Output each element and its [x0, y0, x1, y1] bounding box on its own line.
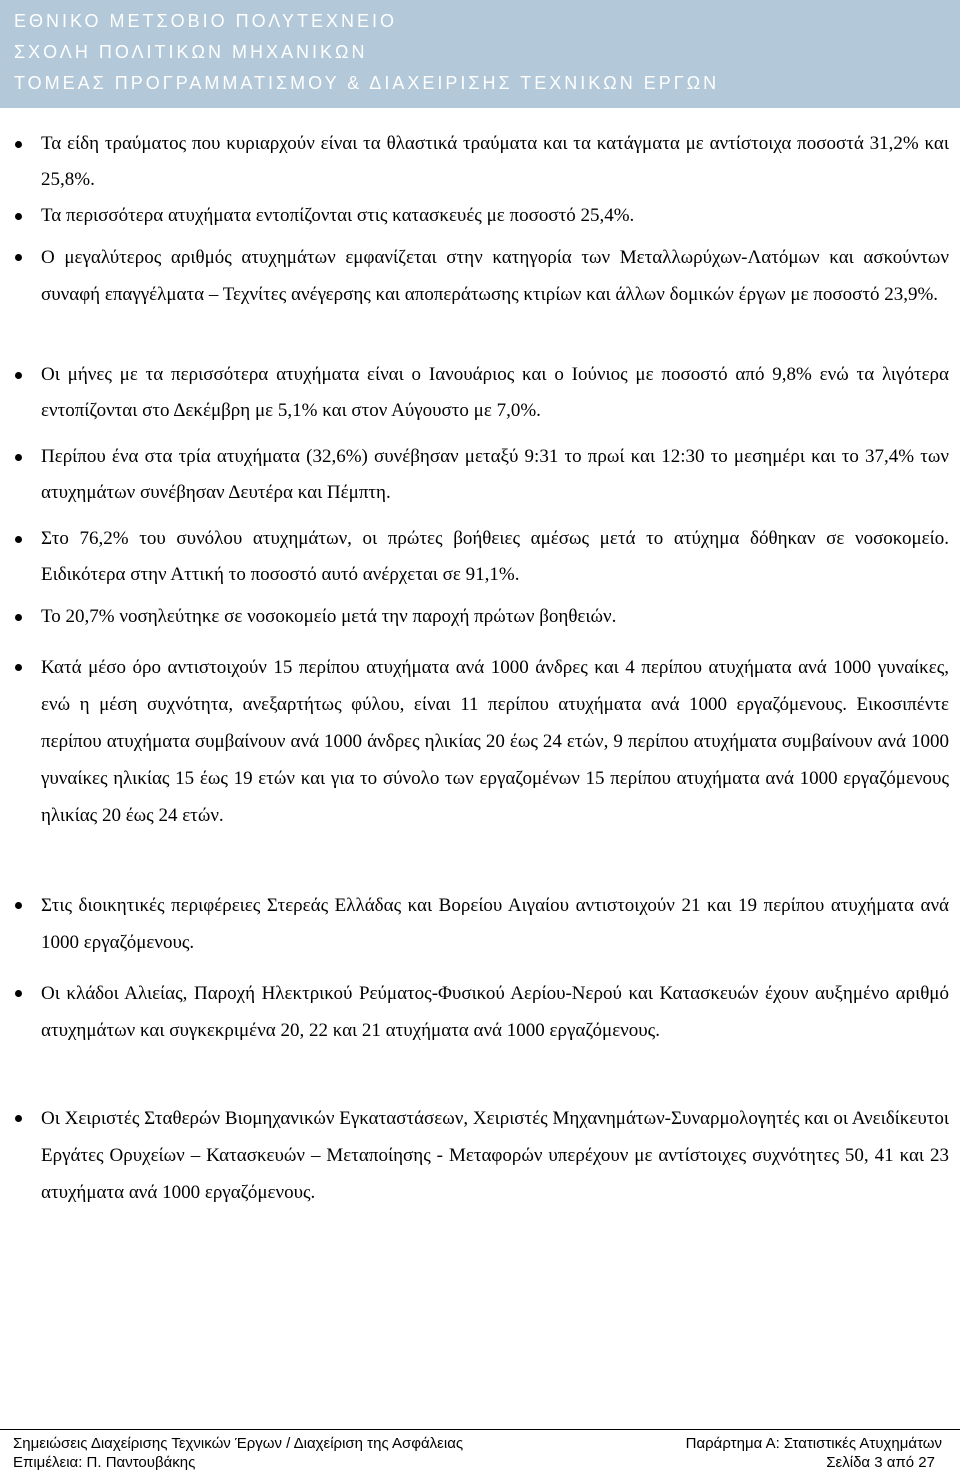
- list-item-text: Τα περισσότερα ατυχήματα εντοπίζονται στις κατασκευές με ποσοστό 25,4%.: [41, 205, 635, 226]
- bullet-icon: [15, 254, 22, 261]
- page-footer: [0, 1429, 960, 1475]
- bullet-icon: [15, 454, 22, 461]
- bullet-icon: [15, 372, 22, 379]
- header-department: ΤΟΜΕΑΣ ΠΡΟΓΡΑΜΜΑΤΙΣΜΟΥ & ΔΙΑΧΕΙΡΙΣΗΣ ΤΕΧΝΙΚΩΝ ΕΡΓΩΝ: [14, 73, 720, 93]
- list-item-text: Ο μεγαλύτερος αριθμός ατυχημάτων εμφανίζεται στην κατηγορία των Μεταλλωρύχων-Λατόμων και ασκούντων συναφή επαγγέλματα – Τεχνίτες ανέγερσης και αποπεράτωσης κτιρίων και άλλων δομικών έργων με ποσοστό 23,9%.: [41, 247, 949, 305]
- list-item-text: Τα είδη τραύματος που κυριαρχούν είναι τα θλαστικά τραύματα και τα κατάγματα με αντίστοιχα ποσοστά 31,2% και 25,8%.: [41, 133, 949, 190]
- list-item-text: Οι μήνες με τα περισσότερα ατυχήματα είναι ο Ιανουάριος και ο Ιούνιος με ποσοστό από 9,8% ενώ τα λιγότερα εντοπίζονται στο Δεκέμβρη με 5,1% και στον Αύγουστο με 7,0%.: [41, 364, 949, 421]
- list-item-text: Κατά μέσο όρο αντιστοιχούν 15 περίπου ατυχήματα ανά 1000 άνδρες και 4 περίπου ατυχήματα ανά 1000 γυναίκες, ενώ η μέση συχνότητα, ανεξαρτήτως φύλου, είναι 11 περίπου ατυχήματα ανά 1000 εργαζόμενους. Εικοσιπέντε περίπου ατυχήματα συμβαίνουν ανά 1000 άνδρες ηλικίας 20 έως 24 ετών, 9 περίπου ατυχήματα συμβαίνουν ανά 1000 γυναίκες ηλικίας 15 έως 19 ετών και για το σύνολο των εργαζομένων 15 περίπου ατυχήματα ανά 1000 εργαζόμενους ηλικίας 20 έως 24 ετών.: [41, 657, 949, 826]
- bullet-icon: [15, 141, 22, 148]
- bullet-icon: [15, 213, 22, 220]
- list-item: [0, 439, 960, 511]
- list-item: [0, 975, 960, 1086]
- page-header: [0, 0, 960, 108]
- bullet-list: [0, 126, 960, 1248]
- header-school: ΣΧΟΛΗ ΠΟΛΙΤΙΚΩΝ ΜΗΧΑΝΙΚΩΝ: [14, 42, 368, 62]
- bullet-icon: [15, 614, 22, 621]
- list-item-text: Οι Χειριστές Σταθερών Βιομηχανικών Εγκαταστάσεων, Χειριστές Μηχανημάτων-Συναρμολογητές και οι Ανειδίκευτοι Εργάτες Ορυχείων – Κατασκευών – Μεταποίησης - Μεταφορών υπερέχουν με αντίστοιχες συχνότητες 50, 41 και 23 ατυχήματα ανά 1000 εργαζόμενους.: [41, 1108, 949, 1203]
- list-item: [0, 649, 960, 871]
- list-item: [0, 126, 960, 198]
- footer-appendix-title: Παράρτημα Α: Στατιστικές Ατυχημάτων: [685, 1435, 942, 1452]
- list-item-text: Στις διοικητικές περιφέρειες Στερεάς Ελλάδας και Βορείου Αιγαίου αντιστοιχούν 21 και 19 περίπου ατυχήματα ανά 1000 εργαζόμενους.: [41, 895, 949, 953]
- footer-course-title: Σημειώσεις Διαχείρισης Τεχνικών Έργων / Διαχείριση της Ασφάλειας: [13, 1435, 464, 1452]
- list-item: [0, 1100, 960, 1248]
- footer-page-number: Σελίδα 3 από 27: [826, 1454, 935, 1471]
- bullet-icon: [15, 1115, 22, 1122]
- list-item: [0, 239, 960, 347]
- list-item-text: Οι κλάδοι Αλιείας, Παροχή Ηλεκτρικού Ρεύματος-Φυσικού Αερίου-Νερού και Κατασκευών έχουν αυξημένο αριθμό ατυχημάτων και συγκεκριμένα 20, 22 και 21 ατυχήματα ανά 1000 εργαζόμενους.: [41, 983, 949, 1041]
- list-item: [0, 198, 960, 234]
- list-item-text: Περίπου ένα στα τρία ατυχήματα (32,6%) συνέβησαν μεταξύ 9:31 το πρωί και 12:30 το μεσημέρι και το 37,4% των ατυχημάτων συνέβησαν Δευτέρα και Πέμπτη.: [41, 446, 949, 503]
- bullet-icon: [15, 664, 22, 671]
- list-item: [0, 599, 960, 635]
- bullet-icon: [15, 536, 22, 543]
- list-item: [0, 521, 960, 593]
- list-item: [0, 887, 960, 961]
- list-item: [0, 357, 960, 429]
- bullet-icon: [15, 990, 22, 997]
- footer-editor: Επιμέλεια: Π. Παντουβάκης: [13, 1454, 196, 1471]
- list-item-text: Στο 76,2% του συνόλου ατυχημάτων, οι πρώτες βοήθειες αμέσως μετά το ατύχημα δόθηκαν σε νοσοκομείο. Ειδικότερα στην Αττική το ποσοστό αυτό ανέρχεται σε 91,1%.: [41, 528, 949, 585]
- list-item-text: Το 20,7% νοσηλεύτηκε σε νοσοκομείο μετά την παροχή πρώτων βοηθειών.: [41, 606, 617, 627]
- bullet-icon: [15, 902, 22, 909]
- header-university: ΕΘΝΙΚΟ ΜΕΤΣΟΒΙΟ ΠΟΛΥΤΕΧΝΕΙΟ: [14, 11, 397, 31]
